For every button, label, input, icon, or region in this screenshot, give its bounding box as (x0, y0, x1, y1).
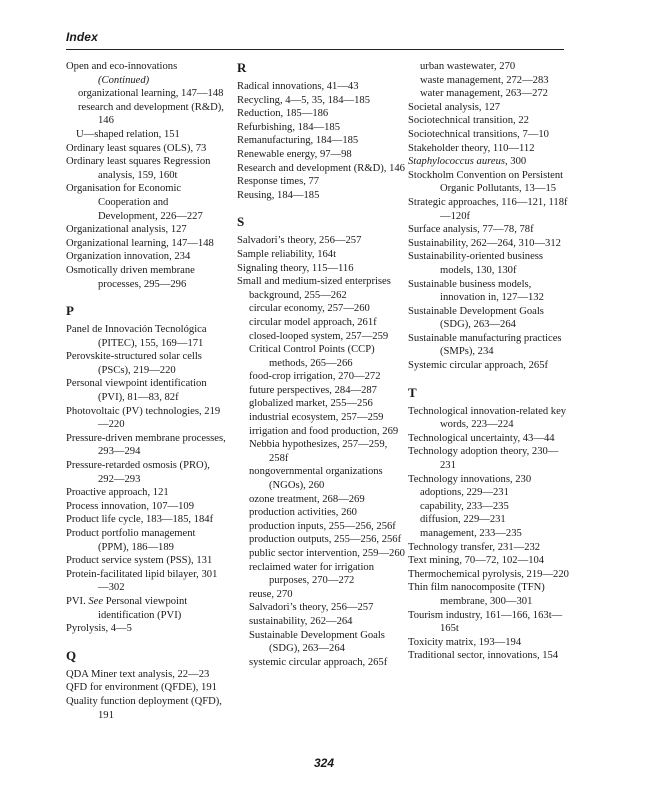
index-entry: Ordinary least squares (OLS), 73 (66, 142, 207, 154)
index-entry: Technology transfer, 231—232 (408, 541, 541, 553)
index-entry: Reusing, 184—185 (237, 189, 320, 201)
index-continued-note: (Continued) (98, 74, 150, 86)
index-entry: Quality function deployment (QFD), 191 (66, 695, 222, 721)
index-entry: Technological innovation-related key words, 223—224 (408, 405, 567, 431)
index-entry: Pyrolysis, 4—5 (66, 623, 132, 635)
index-entry: Panel de Innovación Tecnológica (PITEC), 155, 169—171 (66, 324, 207, 349)
index-subentry: irrigation and food production, 269 (249, 425, 399, 437)
index-subentry: waste management, 272—283 (420, 74, 549, 86)
index-cross-reference (66, 595, 226, 622)
index-entry: Reduction, 185—186 (237, 108, 329, 120)
index-entry: Stockholm Convention on Persistent Organic Pollutants, 13—15 (408, 169, 564, 195)
index-entry: Pressure-retarded osmosis (PRO), 292—293 (66, 460, 210, 485)
index-entry: Pressure-driven membrane processes, 293—294 (66, 432, 226, 458)
index-subentry: diffusion, 229—231 (420, 514, 506, 526)
index-entry: Thin film nanocomposite (TFN) membrane, 300—301 (408, 582, 545, 607)
index-subentry: production outputs, 255—256, 256f (249, 534, 402, 546)
index-entry: Sustainable manufacturing practices (SMPs), 234 (408, 332, 562, 358)
index-entry: Ordinary least squares Regression analysis, 159, 160t (66, 156, 211, 181)
index-entry: Perovskite-structured solar cells (PSCs), 219—220 (66, 351, 202, 376)
index-subentry: urban wastewater, 270 (420, 61, 516, 72)
index-subentry: Nebbia hypothesizes, 257—259, 258f (249, 439, 388, 464)
index-subentry: background, 255—262 (249, 289, 347, 301)
index-entry: Open and eco-innovations (66, 61, 178, 72)
index-column-2 (237, 60, 407, 669)
index-subentry: research and development (R&D), 146 (78, 101, 224, 127)
index-entry: Renewable energy, 97—98 (237, 148, 352, 160)
index-entry: Text mining, 70—72, 102—104 (408, 555, 545, 567)
index-subentry: food-crop irrigation, 270—272 (249, 371, 381, 383)
index-subentry: circular model approach, 261f (249, 316, 377, 328)
index-entry: Salvadori’s theory, 256—257 (237, 235, 362, 247)
index-subentry: adoptions, 229—231 (420, 487, 509, 499)
index-entry: Organizational analysis, 127 (66, 224, 187, 236)
index-subentry: Critical Control Points (CCP) methods, 265—266 (249, 344, 375, 369)
index-entry (408, 155, 573, 169)
index-entry: Sustainable business models, innovation in, 127—132 (408, 278, 544, 304)
index-entry: Osmotically driven membrane processes, 295—296 (66, 264, 195, 290)
index-entry: Small and medium-sized enterprises (237, 276, 391, 288)
page-number: 324 (313, 756, 335, 770)
index-subentry: production activities, 260 (249, 507, 357, 519)
index-section-letter: R (237, 60, 247, 75)
index-entry: Organization innovation, 234 (66, 251, 191, 263)
index-column-1 (66, 60, 226, 722)
index-subentry: globalized market, 255—256 (249, 398, 373, 410)
index-subentry: organizational learning, 147—148 (78, 88, 224, 100)
index-entry: Sample reliability, 164t (237, 248, 337, 260)
running-head-title: Index (66, 30, 98, 44)
index-entry: Research and development (R&D), 146 (237, 162, 405, 174)
index-subentry: production inputs, 255—256, 256f (249, 520, 396, 532)
index-entry: Protein-facilitated lipid bilayer, 301—302 (66, 568, 218, 594)
index-entry: Technology adoption theory, 230—231 (408, 446, 559, 472)
index-entry: Refurbishing, 184—185 (237, 121, 340, 133)
index-column-3 (408, 60, 573, 663)
index-subentry: public sector intervention, 259—260 (249, 548, 405, 559)
index-entry: Personal viewpoint identification (PVI), 81—83, 82f (66, 378, 207, 404)
index-subentry: Sustainable Development Goals (SDG), 263—264 (249, 629, 385, 655)
index-entry: Tourism industry, 161—166, 163t—165t (408, 609, 563, 635)
index-entry: Process innovation, 107—109 (66, 500, 194, 512)
index-entry: Sustainability, 262—264, 310—312 (408, 237, 561, 249)
index-entry: Product life cycle, 183—185, 184f (66, 514, 214, 526)
index-entry: QFD for environment (QFDE), 191 (66, 682, 217, 694)
index-subentry: circular economy, 257—260 (249, 303, 370, 315)
index-entry: Thermochemical pyrolysis, 219—220 (408, 568, 569, 580)
header-rule (66, 49, 564, 50)
index-entry: Sociotechnical transitions, 7—10 (408, 128, 549, 140)
index-section-letter: T (408, 384, 417, 400)
index-entry: Toxicity matrix, 193—194 (408, 636, 522, 648)
index-entry: Technology innovations, 230 (408, 473, 532, 485)
index-entry: Societal analysis, 127 (408, 101, 501, 113)
index-subentry: water management, 263—272 (420, 88, 548, 100)
index-entry: Sociotechnical transition, 22 (408, 115, 529, 127)
index-entry: Technological uncertainty, 43—44 (408, 432, 555, 444)
cross-ref-see: See (88, 595, 104, 607)
index-subentry: reclaimed water for irrigation purposes, 270—272 (249, 561, 375, 587)
index-subentry: ozone treatment, 268—269 (249, 493, 365, 505)
index-entry: Photovoltaic (PV) technologies, 219—220 (66, 405, 221, 431)
index-entry: Signaling theory, 115—116 (237, 262, 354, 274)
index-entry-italic-term: Staphylococcus aureus (408, 156, 505, 168)
index-subentry: nongovernmental organizations (NGOs), 260 (249, 466, 383, 492)
cross-ref-target: Personal viewpoint identification (PVI) (98, 595, 188, 621)
index-entry: Organizational learning, 147—148 (66, 237, 214, 249)
index-entry-locator: , 300 (505, 156, 527, 168)
index-entry: QDA Miner text analysis, 22—23 (66, 668, 210, 680)
index-subentry: systemic circular approach, 265f (249, 656, 388, 668)
index-section-letter: Q (66, 647, 77, 663)
index-section-letter: P (66, 303, 74, 319)
index-entry: Strategic approaches, 116—121, 118f—120f (408, 196, 568, 222)
index-entry: Remanufacturing, 184—185 (237, 135, 359, 147)
index-subentry: future perspectives, 284—287 (249, 384, 377, 396)
index-entry: Sustainability-oriented business models, 130, 130f (408, 251, 544, 276)
index-entry: Proactive approach, 121 (66, 487, 169, 499)
index-entry: Product portfolio management (PPM), 186—189 (66, 528, 196, 553)
index-subentry: closed-looped system, 257—259 (249, 330, 389, 342)
index-subentry: capability, 233—235 (420, 500, 509, 512)
index-entry: Sustainable Development Goals (SDG), 263—264 (408, 305, 544, 331)
index-entry: Organisation for Economic Cooperation and Development, 226—227 (66, 183, 203, 222)
index-subentry: management, 233—235 (420, 528, 522, 539)
index-subentry: reuse, 270 (249, 588, 293, 600)
index-entry: Product service system (PSS), 131 (66, 555, 213, 567)
index-subentry: Salvadori’s theory, 256—257 (249, 602, 374, 614)
index-subentry: U—shaped relation, 151 (76, 128, 180, 140)
index-entry: Response times, 77 (237, 176, 320, 188)
cross-ref-term: PVI. (66, 595, 89, 607)
index-entry: Stakeholder theory, 110—112 (408, 142, 535, 154)
index-entry: Systemic circular approach, 265f (408, 360, 549, 372)
index-section-letter: S (237, 214, 245, 230)
index-subentry: sustainability, 262—264 (249, 615, 353, 627)
index-entry: Surface analysis, 77—78, 78f (408, 224, 534, 236)
index-entry: Traditional sector, innovations, 154 (408, 650, 559, 662)
index-subentry: industrial ecosystem, 257—259 (249, 412, 384, 424)
index-entry: Radical innovations, 41—43 (237, 81, 359, 92)
index-entry: Recycling, 4—5, 35, 184—185 (237, 94, 370, 106)
